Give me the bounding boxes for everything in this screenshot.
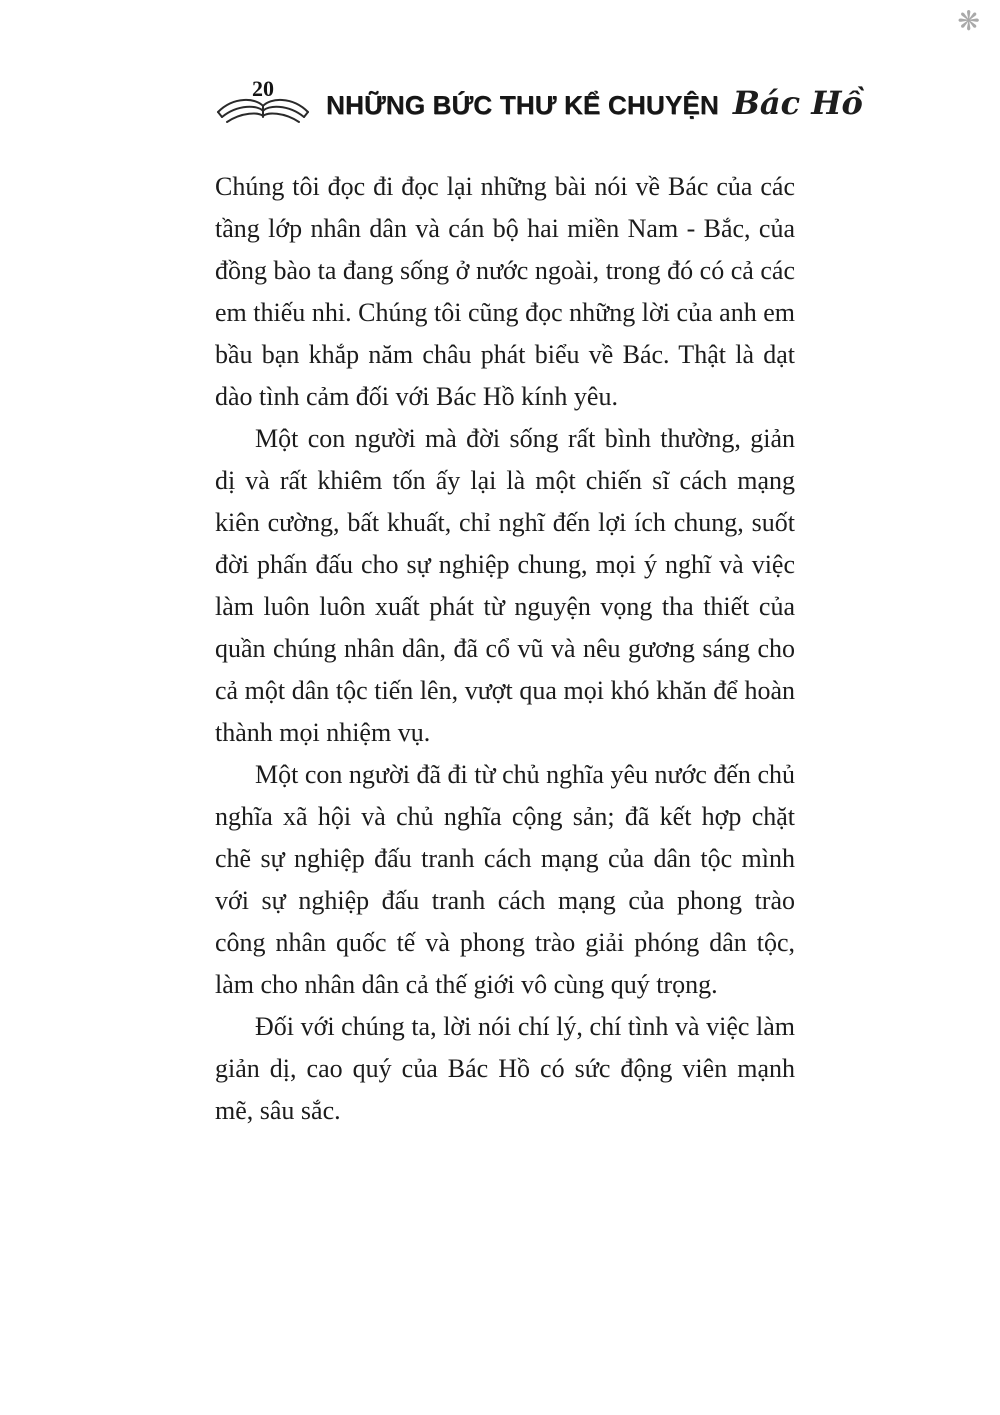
body-paragraph: Một con người mà đời sống rất bình thường, giản dị và rất khiêm tốn ấy lại là một chiến sĩ cách mạng kiên cường, bất khuất, chỉ nghĩ đến lợi ích chung, suốt đời phấn đấu cho sự nghiệp chung, mọi ý nghĩ và việc làm luôn luôn xuất phát từ nguyện vọng tha thiết của quần chúng nhân dân, đã cổ vũ và nêu gương sáng cho cả một dân tộc tiến lên, vượt qua mọi khó khăn để hoàn thành mọi nhiệm vụ.: [215, 424, 795, 747]
body-paragraph: Chúng tôi đọc đi đọc lại những bài nói về Bác của các tầng lớp nhân dân và cán bộ hai miền Nam - Bắc, của đồng bào ta đang sống ở nước ngoài, trong đó có cả các em thiếu nhi. Chúng tôi cũng đọc những lời của anh em bầu bạn khắp năm châu phát biểu về Bác. Thật là dạt dào tình cảm đối với Bác Hồ kính yêu.: [215, 172, 795, 411]
page-number: 20: [252, 76, 274, 101]
corner-flower-ornament-icon: ❋: [957, 6, 980, 36]
header-title: [326, 84, 863, 122]
page-header: [212, 76, 863, 130]
body-paragraph: Đối với chúng ta, lời nói chí lý, chí tình và việc làm giản dị, cao quý của Bác Hồ có sức động viên mạnh mẽ, sâu sắc.: [215, 1012, 795, 1125]
page-body: [215, 166, 795, 1132]
body-paragraph: Một con người đã đi từ chủ nghĩa yêu nước đến chủ nghĩa xã hội và chủ nghĩa cộng sản; đã kết hợp chặt chẽ sự nghiệp đấu tranh cách mạng của dân tộc mình với sự nghiệp đấu tranh cách mạng của phong trào công nhân quốc tế và phong trào giải phóng dân tộc, làm cho nhân dân cả thế giới vô cùng quý trọng.: [215, 760, 795, 999]
book-title-text: NHỮNG BỨC THƯ KỂ CHUYỆN: [326, 90, 719, 120]
open-book-icon: [212, 76, 314, 130]
book-title-script-text: Bác Hồ: [732, 84, 863, 122]
